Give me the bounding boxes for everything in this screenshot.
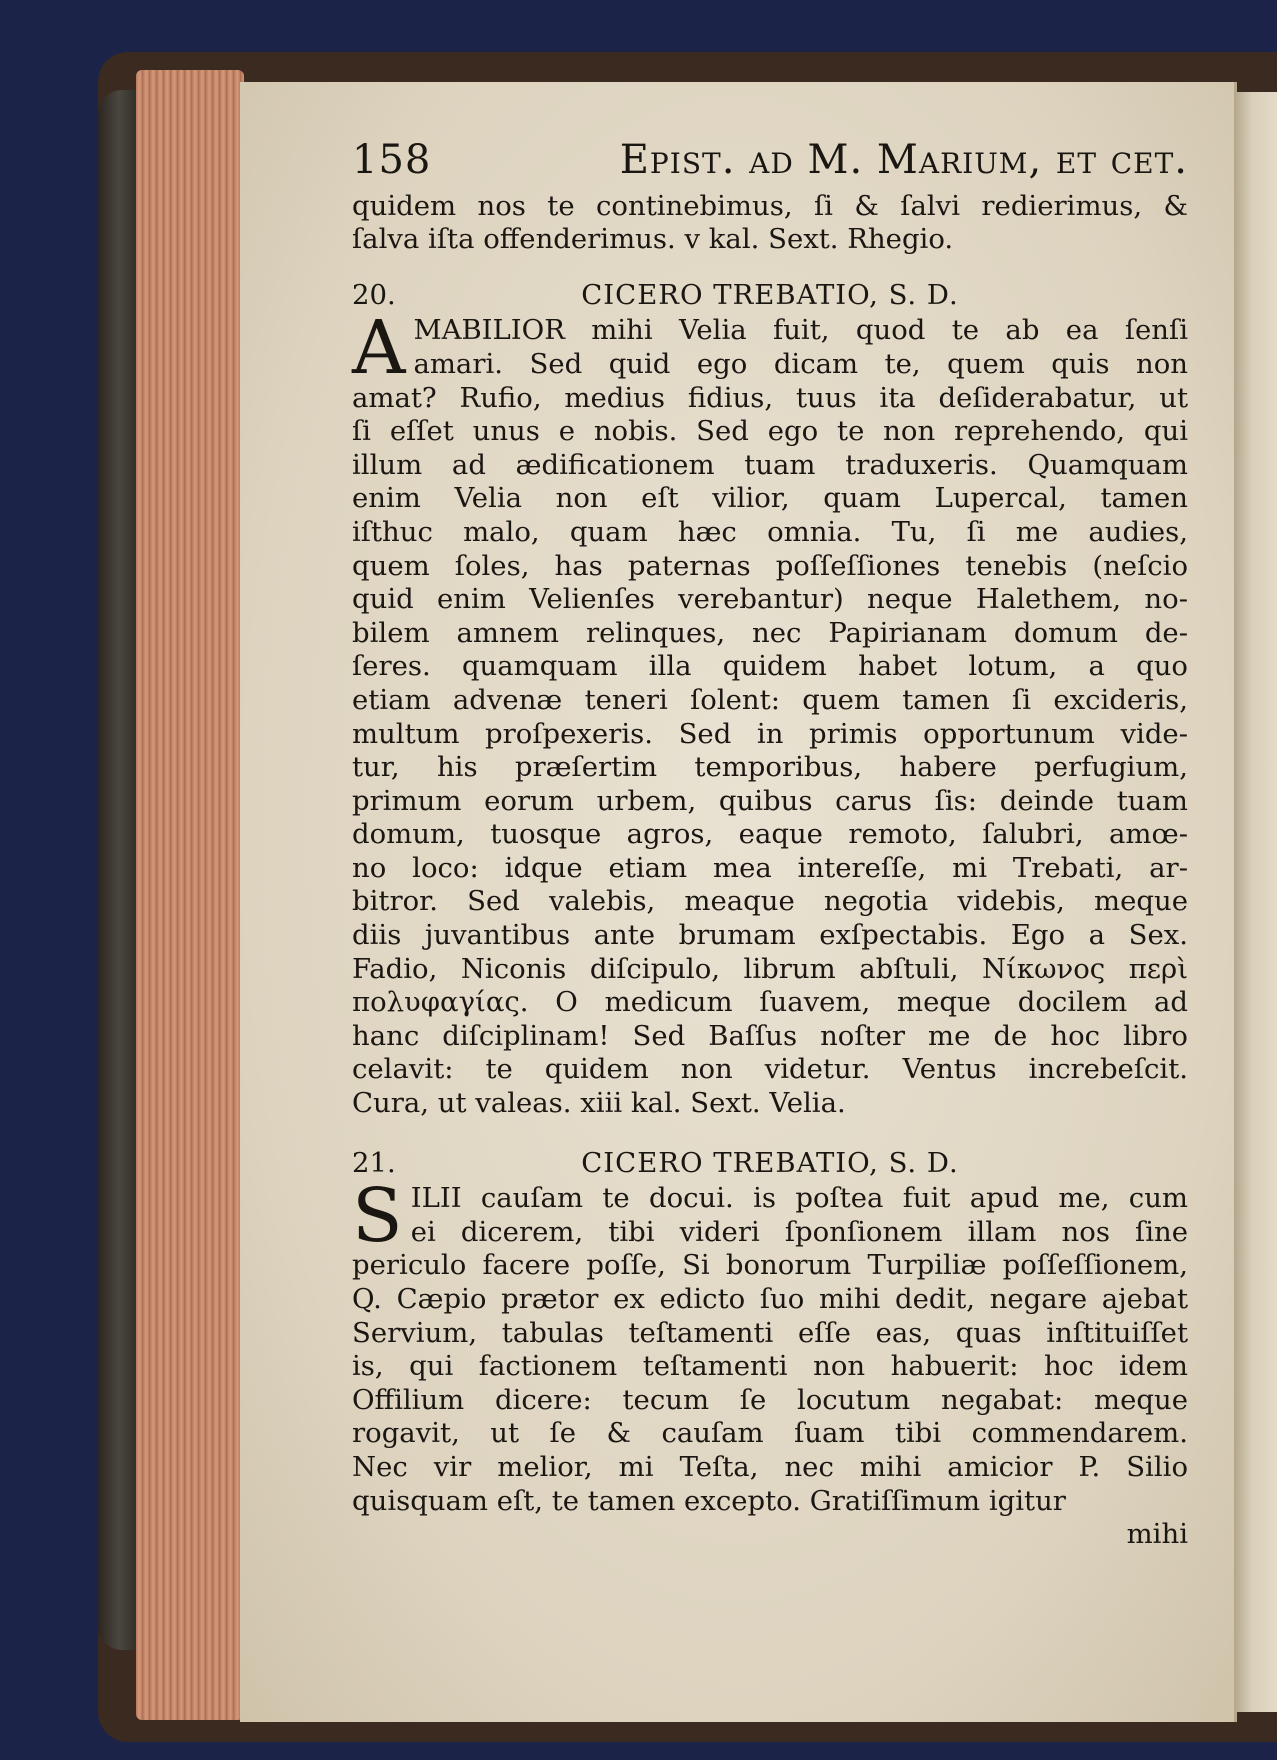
text-line: Fadio, Niconis diſcipulo, librum abſtuli, Νίκωνος περὶ [352,952,1188,985]
text-line: illum ad ædificationem tuam traduxeris. Quamquam [352,448,1188,481]
running-title: Epist. ad M. Marium, et cet. [619,137,1188,183]
text-line: Offilium dicere: tecum ſe locutum negabat: meque [352,1383,1188,1416]
text-line: Q. Cæpio prætor ex edicto ſuo mihi dedit, negare ajebat [352,1283,1188,1315]
page-edges [136,70,244,1720]
text-line: ſi eſſet unus e nobis. Sed ego te non reprehendo, qui [352,415,1188,448]
running-header [352,137,1188,183]
text-line: quidem nos te continebimus, ſi & ſalvi redierimus, & [352,189,1188,222]
text-line: ſeres. quamquam illa quidem habet lotum, a quo [352,650,1188,683]
text-line: hanc diſciplinam! Sed Baſſus noſter me de hoc libro [352,1019,1188,1052]
text-line: enim Velia non eſt vilior, quam Lupercal, tamen [352,482,1188,515]
text-line: rogavit, ut ſe & cauſam ſuam tibi commendarem. [352,1417,1188,1450]
text-line: Nec vir melior, mi Teſta, nec mihi amicior P. Silio [352,1450,1188,1483]
book-spine [98,90,140,1650]
page-text [352,137,1188,1552]
text-line: primum eorum urbem, quibus carus ſis: deinde tuam [352,784,1188,817]
text-line: quem ſoles, has paternas poſſeſſiones tenebis (neſcio [352,549,1188,582]
text-line: multum proſpexeris. Sed in primis opportunum vide- [352,717,1188,750]
text-line: bitror. Sed valebis, meaque negotia videbis, meque [352,885,1188,918]
text-line: quisquam eſt, te tamen excepto. Gratiſſimum igitur [352,1484,1066,1517]
text-line: iſthuc malo, quam hæc omnia. Tu, ſi me audies, [352,515,1188,548]
text-line: ILII cauſam te docui. is poſtea fuit apud me, cum [410,1182,1188,1215]
right-page-edge [1236,92,1277,1712]
text-line: amari. Sed quid ego dicam te, quem quis non [413,347,1188,380]
text-line: periculo facere poſſe, Si bonorum Turpiliæ poſſeſſionem, [352,1249,1188,1282]
text-line: πολυφαγίας. O medicum ſuavem, meque docilem ad [352,986,1188,1019]
text-line: Servium, tabulas teſtamenti eſſe eas, quas inſtituiſſet [352,1316,1188,1349]
text-line: quid enim Velienſes verebantur) neque Halethem, no- [352,583,1188,616]
letter-title: CICERO TREBATIO, S. D. [581,1146,959,1179]
text-line: tur, his præſertim temporibus, habere perfugium, [352,751,1188,784]
text-line: Cura, ut valeas. xiii kal. Sext. Velia. [352,1087,846,1120]
page-number: 158 [352,137,432,183]
text-line: celavit: te quidem non videtur. Ventus increbeſcit. [352,1053,1188,1086]
text-line: etiam advenæ teneri ſolent: quem tamen ſi excideris, [352,683,1188,716]
text-line: bilem amnem relinques, nec Papirianam domum de- [352,616,1188,649]
text-line: ſalva iſta offenderimus. v kal. Sext. Rhegio. [352,223,954,256]
text-line: no loco: idque etiam mea intereſſe, mi Trebati, ar- [352,851,1188,884]
letter-number: 21. [352,1146,396,1179]
letter-21-body [352,1173,1188,1518]
text-line: domum, tuosque agros, eaque remoto, ſalubri, amœ- [352,818,1188,851]
letter-21-heading [352,1147,1188,1181]
catchword: mihi [1126,1518,1188,1551]
drop-cap: S [352,1173,403,1260]
text-line: amat? Rufio, medius fidius, tuus ita deſiderabatur, ut [352,381,1188,414]
intro-paragraph [352,190,1188,257]
text-line: ei dicerem, tibi videri ſponſionem illam nos ſine [410,1215,1188,1248]
drop-cap: A [352,305,406,392]
letter-20-heading [352,279,1188,313]
text-line: diis juvantibus ante brumam exſpectabis. Ego a Sex. [352,919,1188,952]
letter-20-body [352,305,1188,1120]
text-line: MABILIOR mihi Velia fuit, quod te ab ea ſenſi [413,314,1188,347]
text-line: is, qui factionem teſtamenti non habuerit: hoc idem [352,1350,1188,1383]
letter-title: CICERO TREBATIO, S. D. [581,278,959,311]
letter-number: 20. [352,278,396,311]
